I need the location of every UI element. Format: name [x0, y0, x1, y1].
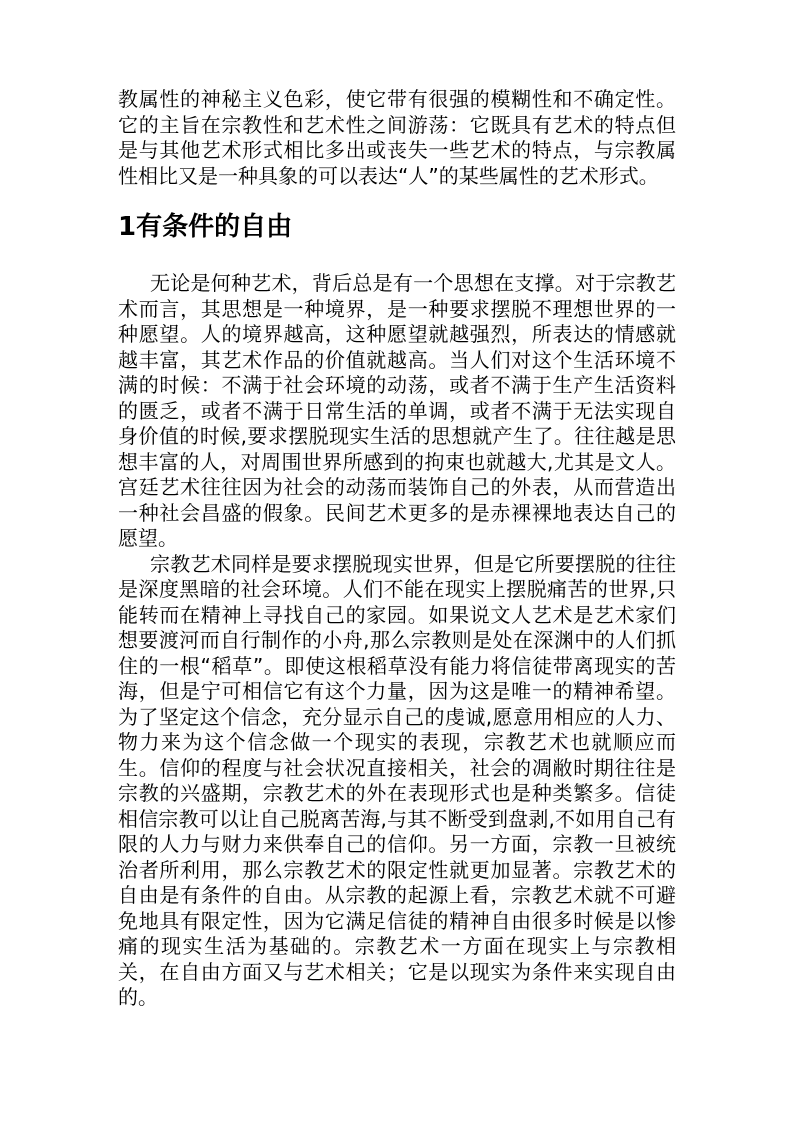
- paragraph-religious-art: 宗教艺术同样是要求摆脱现实世界，但是它所要摆脱的往往是深度黑暗的社会环境。人们不能在现实上摆脱痛苦的世界,只能转而在精神上寻找自己的家园。如果说文人艺术是艺术家们想要渡河而自行制作的小舟,那么宗教则是处在深渊中的人们抓住的一根“稻草”。即使这根稻草没有能力将信徒带离现实的苦海，但是宁可相信它有这个力量，因为这是唯一的精神希望。为了坚定这个信念，充分显示自己的虔诚,愿意用相应的人力、物力来为这个信念做一个现实的表现，宗教艺术也就顺应而生。信仰的程度与社会状况直接相关，社会的凋敝时期往往是宗教的兴盛期，宗教艺术的外在表现形式也是种类繁多。信徒相信宗教可以让自己脱离苦海,与其不断受到盘剥,不如用自己有限的人力与财力来供奉自己的信仰。另一方面，宗教一旦被统治者所利用，那么宗教艺术的限定性就更加显著。宗教艺术的自由是有条件的自由。从宗教的起源上看，宗教艺术就不可避免地具有限定性，因为它满足信徒的精神自由很多时候是以惨痛的现实生活为基础的。宗教艺术一方面在现实上与宗教相关，在自由方面又与艺术相关；它是以现实为条件来实现自由的。: [118, 551, 676, 1009]
- intro-paragraph: 教属性的神秘主义色彩，使它带有很强的模糊性和不确定性。它的主旨在宗教性和艺术性之间游荡：它既具有艺术的特点但是与其他艺术形式相比多出或丧失一些艺术的特点，与宗教属性相比又是一种具象的可以表达“人”的某些属性的艺术形式。: [118, 87, 676, 188]
- page-text-block: [118, 87, 676, 1011]
- section-heading: 1有条件的自由: [118, 212, 293, 242]
- paragraph-free-will: 无论是何种艺术，背后总是有一个思想在支撑。对于宗教艺术而言，其思想是一种境界，是一种要求摆脱不理想世界的一种愿望。人的境界越高，这种愿望就越强烈，所表达的情感就越丰富，其艺术作品的价值就越高。当人们对这个生活环境不满的时候：不满于社会环境的动荡，或者不满于生产生活资料的匮乏，或者不满于日常生活的单调，或者不满于无法实现自身价值的时候,要求摆脱现实生活的思想就产生了。往往越是思想丰富的人，对周围世界所感到的拘束也就越大,尤其是文人。宫廷艺术往往因为社会的动荡而装饰自己的外表，从而营造出一种社会昌盛的假象。民间艺术更多的是赤裸裸地表达自己的愿望。: [118, 271, 676, 550]
